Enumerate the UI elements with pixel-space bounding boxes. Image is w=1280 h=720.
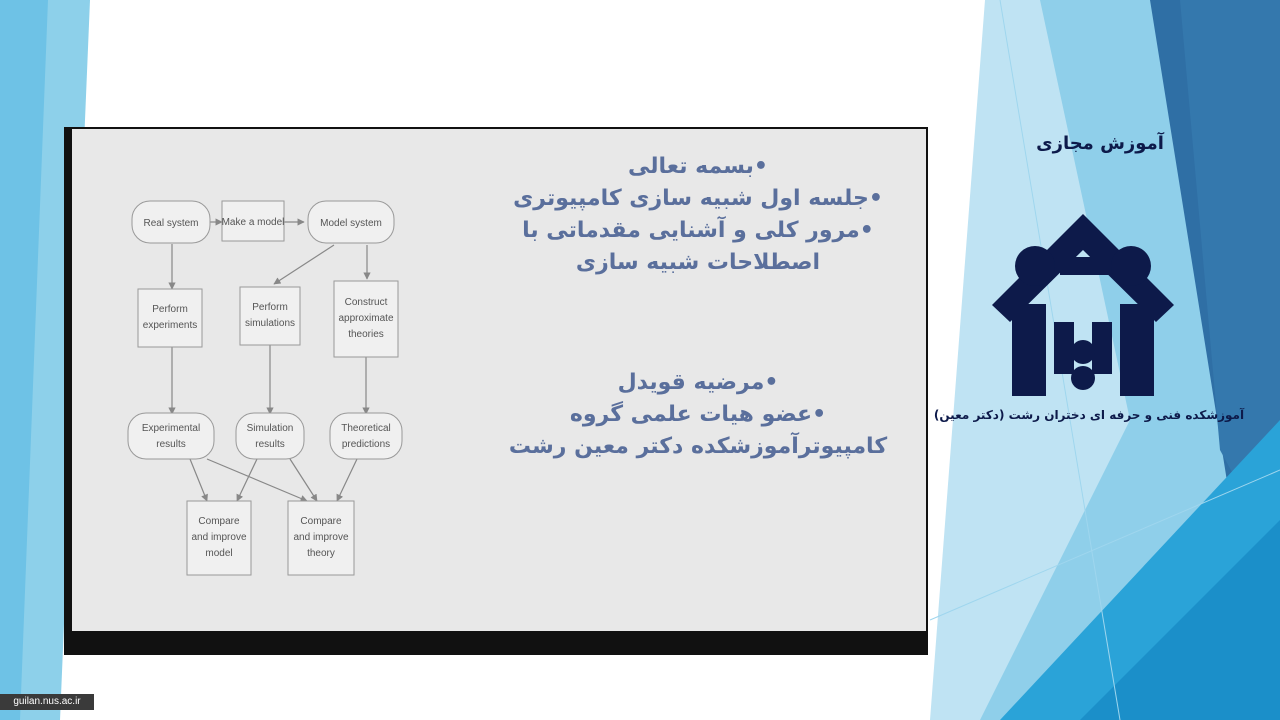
node-construct-theories bbox=[334, 281, 398, 357]
node-compare-theory-line3: theory bbox=[307, 548, 335, 559]
node-model-system bbox=[308, 201, 394, 243]
node-perform-simulations-line1: Perform bbox=[252, 302, 288, 313]
node-model-system-label: Model system bbox=[320, 218, 382, 229]
college-logo bbox=[990, 212, 1176, 402]
node-perform-experiments-line1: Perform bbox=[152, 304, 188, 315]
node-simulation-results-line1: Simulation bbox=[246, 423, 294, 434]
node-theoretical-predictions-line1: Theoretical bbox=[341, 423, 391, 434]
node-simulation-results-line2: results bbox=[255, 439, 285, 450]
node-compare-model-line1: Compare bbox=[198, 516, 240, 527]
node-construct-theories-line2: approximate bbox=[338, 313, 394, 324]
bullet-greeting: •بسمه تعالی bbox=[628, 154, 768, 179]
website-badge: guilan.nus.ac.ir bbox=[0, 694, 94, 710]
node-compare-model-line3: model bbox=[205, 548, 233, 559]
node-perform-experiments bbox=[138, 289, 202, 347]
bullet-overview: •مرور کلی و آشنایی مقدماتی با اصطلاحات شبیه سازی bbox=[522, 218, 874, 275]
node-construct-theories-line3: theories bbox=[348, 329, 384, 340]
bullet-session-title: •جلسه اول شبیه سازی کامپیوتری bbox=[513, 186, 883, 211]
node-make-model bbox=[222, 201, 285, 241]
bullet-gap bbox=[478, 279, 918, 367]
node-experimental-results-line1: Experimental bbox=[141, 423, 201, 434]
node-experimental-results-line2: results bbox=[156, 439, 186, 450]
node-compare-model-line2: and improve bbox=[191, 532, 247, 543]
node-theoretical-predictions-line2: predictions bbox=[341, 439, 391, 450]
node-compare-theory-line1: Compare bbox=[300, 516, 342, 527]
node-perform-experiments-line2: experiments bbox=[142, 320, 198, 331]
virtual-education-title: آموزش مجازی bbox=[1036, 133, 1164, 154]
node-real-system-label: Real system bbox=[143, 218, 199, 229]
node-compare-theory-line2: and improve bbox=[293, 532, 349, 543]
node-compare-theory bbox=[288, 501, 354, 575]
slide-content-panel bbox=[72, 129, 926, 631]
bullet-author-role: •عضو هیات علمی گروه کامپیوترآموزشکده دکتر معین رشت bbox=[508, 402, 888, 459]
slide-bullets bbox=[478, 151, 918, 463]
node-make-model-label: Make a model bbox=[221, 217, 285, 228]
college-name: آموزشکده فنی و حرفه ای دختران رشت (دکتر معین) bbox=[933, 408, 1245, 422]
node-perform-simulations-line2: simulations bbox=[244, 318, 296, 329]
node-compare-model bbox=[187, 501, 251, 575]
node-theoretical-predictions bbox=[330, 413, 402, 459]
node-real-system bbox=[132, 201, 210, 243]
node-simulation-results bbox=[236, 413, 304, 459]
node-experimental-results bbox=[128, 413, 214, 459]
node-construct-theories-line1: Construct bbox=[344, 297, 388, 308]
node-perform-simulations bbox=[240, 287, 300, 345]
bullet-author-name: •مرضیه قویدل bbox=[617, 370, 779, 395]
